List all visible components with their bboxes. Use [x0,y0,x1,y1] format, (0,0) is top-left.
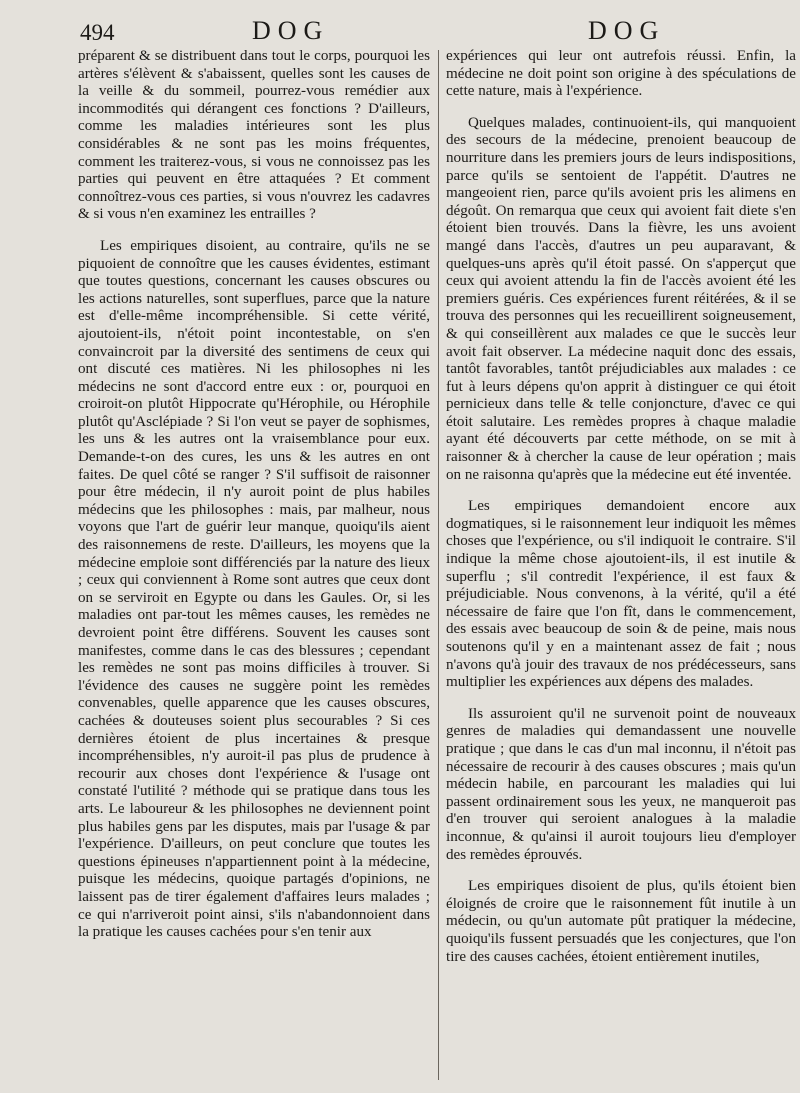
page-header [0,14,800,48]
paragraph: préparent & se distribuent dans tout le corps, pourquoi les artères s'élèvent & s'abaissent, quelles sont les causes de la veille & du sommeil, pourrez-vous remédier aux incommodités qui dérangent ces fonctions ? D'ailleurs, comme les maladies intérieures sont les plus considérables & ne sont pas les moins fréquentes, comment les traiterez-vous, si vous ne connoissez pas les parties qui peuvent en être attaquées ? Et comment connoîtrez-vous ces parties, si vous n'ouvrez les cadavres & si vous n'en examinez les entrailles ? [78,48,430,223]
right-column [446,48,796,1078]
paragraph: expériences qui leur ont autrefois réussi. Enfin, la médecine ne doit point son origine à des spéculations de cette nature, mais à l'expérience. [446,48,796,100]
left-column [78,48,430,1078]
page-number: 494 [80,20,115,45]
paragraph: Les empiriques demandoient encore aux dogmatiques, si le raisonnement leur indiquoit les mêmes choses que l'expérience, ou s'il indiquoit le contraire. S'il indique la même chose ajoutoient-ils, il est inutile & superflu ; s'il contredit l'expérience, il est faux & préjudiciable. Nous convenons, à la vérité, qu'il a été nécessaire de faire que l'on fît, dans le commencement, des essais avec beaucoup de soin & de peine, mais nous soutenons qu'il y en a maintenant assez de fait ; nous n'avons qu'à jouir des travaux de nos prédécesseurs, sans multiplier les expériences aux dépens des malades. [446,498,796,691]
paragraph: Les empiriques disoient, au contraire, qu'ils ne se piquoient de connoître que les causes évidentes, estimant que toutes questions, concernant les causes obscures ou les actions naturelles, sont superflues, parce que la nature est d'elle-même incompréhensible. Si cette vérité, ajoutoient-ils, n'étoit point incontestable, on s'en convaincroit par la diversité des sentimens de ceux qui ont discuté ces matières. Ni les philosophes ni les médecins ne sont d'accord entre eux : or, pourquoi en croiroit-on plutôt Hippocrate qu'Hérophile, ou Hérophile plutôt qu'Asclépiade ? Si l'on veut se payer de sophismes, les uns & les autres ont la vraisemblance pour eux. Demande-t-on des cures, les uns & les autres en ont faites. De quel côté se ranger ? S'il suffisoit de raisonner pour être médecin, il n'y auroit point de plus habiles médecins que les philosophes : mais, par malheur, nous voyons que l'art de guérir leur manque, quoiqu'ils aient des raisonnemens de reste. D'ailleurs, les moyens que la médecine emploie sont différenciés par la nature des lieux ; ceux qui conviennent à Rome sont autres que ceux dont on se serviroit en Egypte ou dans les Gaules. Or, si les maladies ont par-tout les mêmes causes, les remèdes ne devroient point être différens. Souvent les causes sont manifestes, comme dans le cas des blessures ; cependant les remèdes ne sont pas moins difficiles à trouver. Si l'évidence des causes ne suggère point les remèdes convenables, quelle apparence que les causes obscures, cachées & douteuses soient plus secourables ? Si ces dernières étoient de plus incertaines & presque incompréhensibles, n'y auroit-il pas plus de prudence à recourir aux choses dont l'expérience & l'usage ont constaté l'utilité ? méthode qui se pratique dans tous les arts. Le laboureur & les philosophes ne deviennent point plus habiles gens par les disputes, mais par l'usage & par l'expérience. D'ailleurs, on peut conclure que toutes les questions épineuses n'appartiennent point à la médecine, puisque les médecins, quoique partagés d'opinions, ne laissent pas de tirer également d'affaires leurs malades ; ce qui n'arriveroit point ainsi, s'ils n'abandonnoient dans la pratique les causes cachées pour s'en tenir aux [78,237,430,941]
running-head-left: DOG [252,16,330,45]
paragraph: Les empiriques disoient de plus, qu'ils étoient bien éloignés de croire que le raisonnement fût inutile à un médecin, ou qu'un automate pût pratiquer la médecine, quoiqu'ils fussent persuadés que les conjectures, que l'on tire des causes cachées, étoient entièrement inutiles, [446,878,796,965]
paragraph: Ils assuroient qu'il ne survenoit point de nouveaux genres de maladies qui demandassent une nouvelle pratique ; que dans le cas d'un mal inconnu, il n'étoit pas nécessaire de recourir à des causes obscures ; mais qu'un médecin habile, en parcourant les maladies qui lui passent ordinairement sous les yeux, ne manqueroit pas d'en trouver qui seroient analogues à la maladie inconnue, & qu'ainsi il auroit toujours lieu d'employer des remèdes éprouvés. [446,705,796,863]
column-divider [438,50,439,1080]
paragraph: Quelques malades, continuoient-ils, qui manquoient des secours de la médecine, prenoient beaucoup de nourriture dans les premiers jours de leurs indispositions, parce qu'ils se sentoient de l'appétit. D'autres ne mangeoient rien, parce qu'ils avoient pris les alimens en dégoût. On remarqua que ceux qui avoient fait diete s'en étoient bien trouvés. Dans la fièvre, les uns avoient mangé dans l'accès, d'autres un peu auparavant, & quelques-uns après qu'il étoit passé. On s'apperçut que ceux qui avoient attendu la fin de l'accès avoient été les premiers guéris. Ces expériences furent réitérées, & il se trouva des personnes qui les recueillirent soigneusement, & qui conseillèrent aux malades ce que le succès leur avoit fait observer. La médecine naquit donc des essais, tantôt favorables, tantôt préjudiciables aux malades : ce fut à leurs dépens qu'on apprit à distinguer ce qui étoit pernicieux dans telle & telle conjoncture, d'avec ce qui étoit salutaire. Les remèdes propres à chaque maladie ayant été découverts par cette méthode, on se mit à raisonner & à chercher la cause de leur opération ; mais on ne raisonna qu'après que la médecine eut été inventée. [446,114,796,483]
running-head-right: DOG [588,16,666,45]
